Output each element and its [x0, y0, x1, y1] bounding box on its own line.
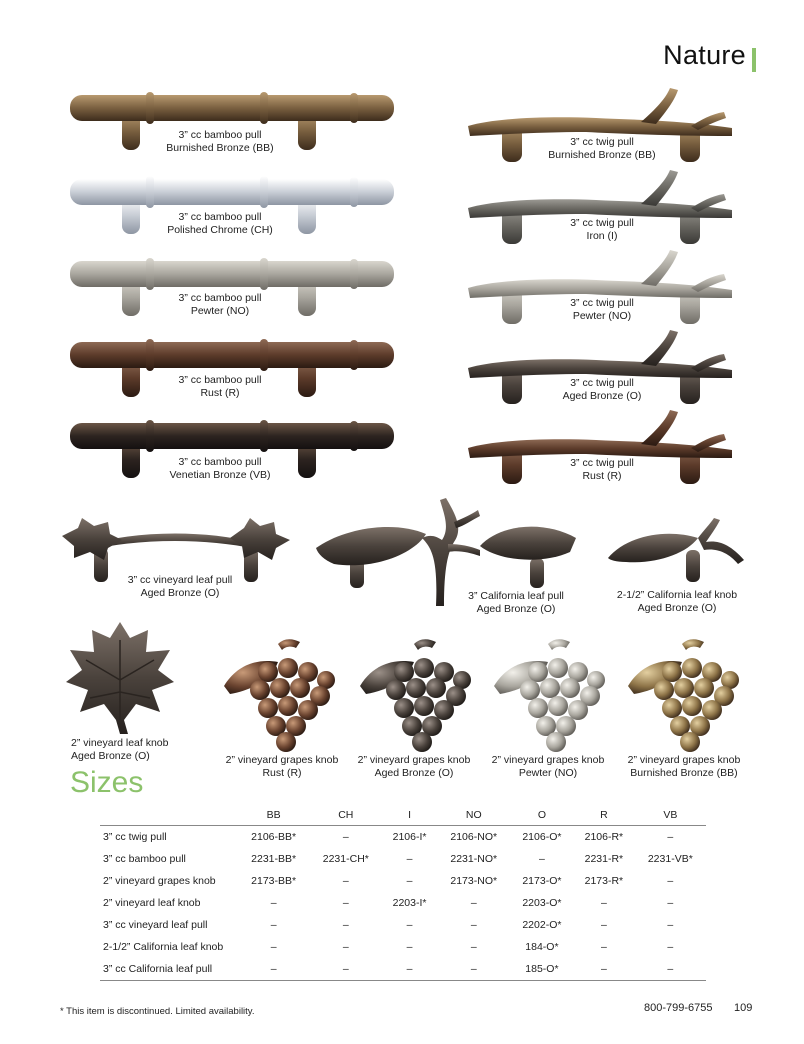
product-finish: Iron (I) — [586, 230, 618, 242]
table-row — [100, 848, 706, 870]
grapes-knob-no-image — [492, 636, 612, 754]
row-name: 3” cc vineyard leaf pull — [103, 919, 208, 931]
table-cell: – — [342, 919, 349, 931]
product-name: 2-1/2” California leaf knob — [616, 589, 738, 601]
table-cell: – — [342, 831, 349, 843]
bamboo-caption-5 — [140, 456, 300, 482]
product-name: 3” cc twig pull — [570, 377, 634, 389]
leaf-row-caption-2 — [436, 590, 596, 616]
table-cell: – — [667, 897, 674, 909]
twig-caption-4 — [522, 377, 682, 403]
product-name: 2” vineyard leaf knob — [71, 737, 169, 749]
phone-number: 800-799-6755 — [644, 1002, 713, 1014]
table-cell: – — [406, 919, 413, 931]
product-name: 3” cc bamboo pull — [178, 129, 262, 141]
product-finish: Burnished Bronze (BB) — [166, 142, 274, 154]
grapes-knob-bb-image — [626, 636, 746, 754]
table-cell: – — [270, 941, 277, 953]
row-name: 2-1/2” California leaf knob — [103, 941, 224, 953]
table-cell: 2173-O* — [522, 875, 562, 887]
table-cell: 2202-O* — [522, 919, 562, 931]
twig-caption-3 — [522, 297, 682, 323]
bamboo-caption-3 — [140, 292, 300, 318]
table-cell: – — [600, 919, 607, 931]
table-cell: – — [600, 897, 607, 909]
column-header: NO — [437, 805, 511, 826]
twig-caption-5 — [522, 457, 682, 483]
product-finish: Burnished Bronze (BB) — [548, 149, 656, 161]
column-header: O — [511, 805, 573, 826]
twig-caption-1 — [522, 136, 682, 162]
product-finish: Pewter (NO) — [572, 310, 632, 322]
table-row — [100, 958, 706, 981]
product-name: 3” cc twig pull — [570, 217, 634, 229]
product-name: 3” cc bamboo pull — [178, 374, 262, 386]
product-finish: Aged Bronze (O) — [374, 767, 454, 779]
column-header: CH — [309, 805, 382, 826]
table-cell: – — [270, 897, 277, 909]
product-name: 2” vineyard grapes knob — [225, 754, 339, 766]
table-cell: 2173-BB* — [251, 875, 297, 887]
product-finish: Aged Bronze (O) — [71, 750, 150, 762]
vineyard-leaf-knob-image — [66, 620, 176, 734]
table-cell: – — [538, 853, 545, 865]
table-cell: – — [600, 941, 607, 953]
table-cell: – — [309, 958, 382, 981]
sizes-heading: Sizes — [70, 766, 144, 799]
table-cell: 2231-VB* — [647, 853, 693, 865]
product-finish: Rust (R) — [582, 470, 622, 482]
grapes-knob-r-image — [222, 636, 342, 754]
table-cell: – — [667, 941, 674, 953]
product-finish: Aged Bronze (O) — [476, 603, 556, 615]
product-finish: Pewter (NO) — [190, 305, 250, 317]
table-cell: – — [470, 897, 477, 909]
table-cell: – — [406, 941, 413, 953]
product-name: 3” cc bamboo pull — [178, 456, 262, 468]
table-row — [100, 914, 706, 936]
bamboo-caption-2 — [140, 211, 300, 237]
row-name: 3” cc California leaf pull — [100, 958, 238, 981]
bamboo-caption-4 — [140, 374, 300, 400]
california-leaf-knob-image — [606, 518, 746, 584]
grapes-knob-o-image — [358, 636, 478, 754]
table-cell: – — [342, 941, 349, 953]
row-name: 3” cc bamboo pull — [103, 853, 186, 865]
product-finish: Rust (R) — [262, 767, 302, 779]
table-cell: 185-O* — [511, 958, 573, 981]
table-cell: – — [635, 958, 706, 981]
product-name: 3” California leaf pull — [468, 590, 564, 602]
table-cell: – — [667, 919, 674, 931]
table-cell: 2231-NO* — [450, 853, 498, 865]
product-name: 3” cc bamboo pull — [178, 292, 262, 304]
table-cell: – — [470, 941, 477, 953]
table-cell: – — [342, 897, 349, 909]
table-cell: – — [667, 875, 674, 887]
table-cell: 2106-BB* — [251, 831, 297, 843]
product-name: 3” cc twig pull — [570, 136, 634, 148]
table-cell: – — [342, 875, 349, 887]
table-row — [100, 892, 706, 914]
column-header: VB — [635, 805, 706, 826]
table-cell: 2231-R* — [584, 853, 624, 865]
leaf-row-caption-3 — [597, 589, 757, 615]
table-cell: 2203-O* — [522, 897, 562, 909]
product-finish: Pewter (NO) — [518, 767, 578, 779]
product-name: 3” cc vineyard leaf pull — [127, 574, 233, 586]
table-cell: – — [667, 831, 674, 843]
twig-caption-2 — [522, 217, 682, 243]
table-cell: 2106-NO* — [450, 831, 498, 843]
table-cell: – — [382, 958, 436, 981]
table-cell: – — [406, 875, 413, 887]
table-cell: 2173-R* — [584, 875, 624, 887]
table-cell: 2173-NO* — [450, 875, 498, 887]
table-row — [100, 870, 706, 892]
product-name: 3” cc twig pull — [570, 457, 634, 469]
row-name: 2” vineyard grapes knob — [103, 875, 216, 887]
table-cell: – — [238, 958, 309, 981]
product-finish: Aged Bronze (O) — [140, 587, 220, 599]
product-name: 2” vineyard grapes knob — [627, 754, 741, 766]
product-name: 2” vineyard grapes knob — [357, 754, 471, 766]
table-header-row — [100, 805, 706, 826]
title-accent-bar — [752, 48, 756, 72]
bamboo-caption-1 — [140, 129, 300, 155]
table-cell: – — [437, 958, 511, 981]
table-cell: – — [406, 853, 413, 865]
column-header: I — [382, 805, 436, 826]
table-cell: 2203-I* — [392, 897, 427, 909]
product-name: 3” cc twig pull — [570, 297, 634, 309]
column-header-product — [100, 805, 238, 826]
table-cell: 2231-BB* — [251, 853, 297, 865]
row-name: 3” cc twig pull — [103, 831, 167, 843]
table-cell: – — [270, 919, 277, 931]
product-finish: Venetian Bronze (VB) — [169, 469, 271, 481]
product-finish: Polished Chrome (CH) — [167, 224, 273, 236]
footnote: * This item is discontinued. Limited availability. — [60, 1006, 255, 1017]
column-header: BB — [238, 805, 309, 826]
product-finish: Aged Bronze (O) — [637, 602, 717, 614]
column-header: R — [573, 805, 635, 826]
table-cell: 2106-R* — [584, 831, 624, 843]
table-cell: – — [470, 919, 477, 931]
product-finish: Aged Bronze (O) — [562, 390, 642, 402]
product-finish: Burnished Bronze (BB) — [630, 767, 738, 779]
table-cell: 2106-I* — [392, 831, 427, 843]
page-title: Nature — [663, 40, 746, 70]
page-number: 109 — [734, 1002, 753, 1014]
table-cell: – — [573, 958, 635, 981]
product-finish: Rust (R) — [200, 387, 240, 399]
table-cell: 184-O* — [525, 941, 559, 953]
table-cell: 2106-O* — [522, 831, 562, 843]
table-cell: 2231-CH* — [322, 853, 369, 865]
knob-row-caption-5 — [604, 754, 764, 780]
table-row — [100, 936, 706, 958]
row-name: 2” vineyard leaf knob — [103, 897, 201, 909]
leaf-row-caption-1 — [100, 574, 260, 600]
table-row — [100, 826, 706, 849]
product-name: 3” cc bamboo pull — [178, 211, 262, 223]
product-name: 2” vineyard grapes knob — [491, 754, 605, 766]
sizes-table — [100, 805, 706, 981]
